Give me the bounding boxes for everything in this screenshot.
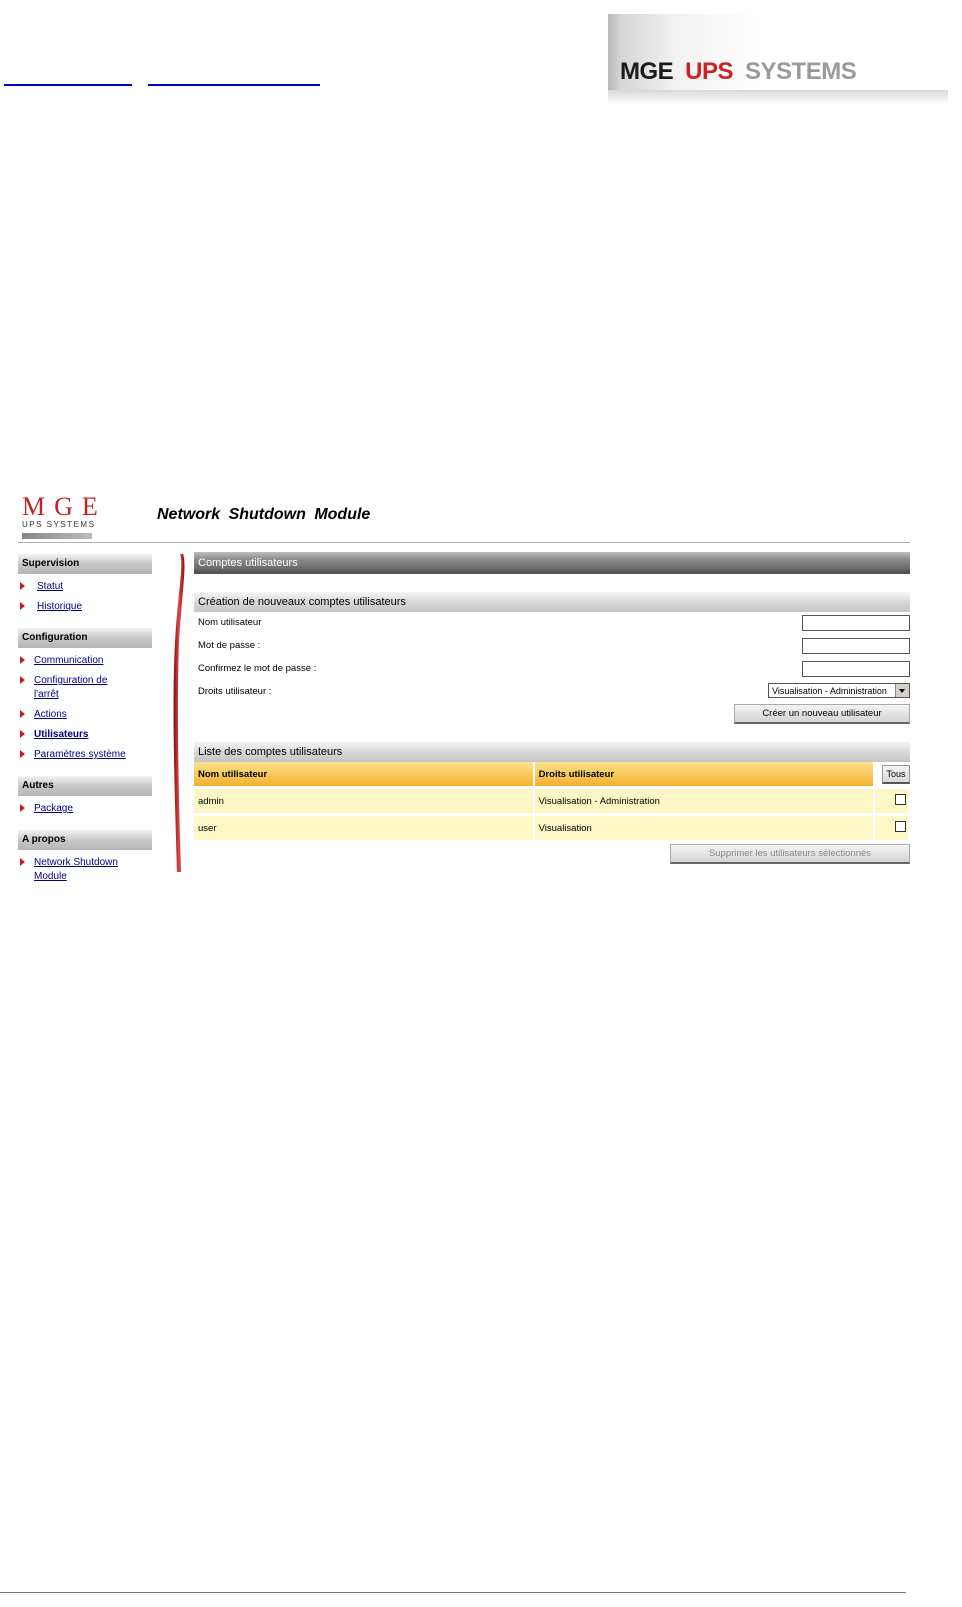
sidebar-item-package[interactable] (18, 802, 152, 816)
logo-word-ups: UPS (685, 58, 734, 85)
bullet-icon (20, 730, 25, 738)
app-logo (22, 492, 107, 539)
cell-select (875, 813, 910, 840)
create-section-heading: Création de nouveaux comptes utilisateurs (194, 592, 910, 612)
sidebar (18, 554, 152, 888)
bullet-icon (20, 858, 25, 866)
rights-row (194, 681, 910, 704)
doc-link-2[interactable] (148, 66, 320, 86)
sidebar-item-historique[interactable] (18, 600, 152, 614)
column-header-rights: Droits utilisateur (535, 762, 876, 786)
logo-word-systems: SYSTEMS (745, 58, 857, 85)
mge-ups-systems-logo (608, 14, 948, 94)
confirm-password-input[interactable] (802, 661, 910, 677)
logo-word-mge: MGE (620, 58, 674, 85)
cell-username: admin (194, 786, 535, 813)
sidebar-item-parametres-systeme[interactable] (18, 748, 152, 762)
cell-select (875, 786, 910, 813)
app-title: Network Shutdown Module (157, 506, 371, 523)
sidebar-item-actions[interactable] (18, 708, 152, 722)
sidebar-heading-a-propos: A propos (18, 830, 152, 850)
list-section-heading: Liste des comptes utilisateurs (194, 742, 910, 762)
app-screenshot (14, 492, 914, 882)
users-table (194, 762, 910, 840)
sidebar-link-statut[interactable]: Statut (37, 581, 64, 592)
page-title: Comptes utilisateurs (194, 552, 910, 574)
table-row (194, 786, 910, 813)
sidebar-link-package[interactable]: Package (34, 803, 73, 814)
sidebar-link-network-shutdown-module[interactable]: Network Shutdown Module (34, 857, 118, 882)
delete-selected-users-button[interactable]: Supprimer les utilisateurs sélectionnés (670, 844, 910, 864)
username-row (194, 612, 910, 635)
sidebar-item-statut[interactable] (18, 580, 152, 594)
cell-rights: Visualisation - Administration (535, 786, 876, 813)
sidebar-link-historique[interactable]: Historique (37, 601, 83, 612)
password-label: Mot de passe : (198, 640, 261, 651)
doc-link-1[interactable] (4, 66, 132, 86)
bullet-icon (20, 602, 25, 610)
cell-username: user (194, 813, 535, 840)
cell-rights: Visualisation (535, 813, 876, 840)
sidebar-item-utilisateurs[interactable] (18, 728, 152, 742)
sidebar-heading-configuration: Configuration (18, 628, 152, 648)
bullet-icon (20, 676, 25, 684)
create-user-button[interactable]: Créer un nouveau utilisateur (734, 704, 910, 724)
bullet-icon (20, 582, 25, 590)
app-logo-text: MGE (22, 492, 107, 521)
password-input[interactable] (802, 638, 910, 654)
confirm-password-row (194, 658, 910, 681)
select-all-cell (875, 762, 910, 786)
sidebar-link-utilisateurs[interactable]: Utilisateurs (34, 729, 89, 740)
sidebar-heading-autres: Autres (18, 776, 152, 796)
username-label: Nom utilisateur (198, 617, 262, 628)
confirm-password-label: Confirmez le mot de passe : (198, 663, 317, 674)
sidebar-link-actions[interactable]: Actions (34, 709, 67, 720)
sidebar-link-communication[interactable]: Communication (34, 655, 104, 666)
username-input[interactable] (802, 615, 910, 631)
rights-select[interactable] (768, 683, 910, 698)
main-content (194, 552, 910, 864)
sidebar-item-communication[interactable] (18, 654, 152, 668)
sidebar-heading-supervision: Supervision (18, 554, 152, 574)
sidebar-link-configuration-arret[interactable]: Configuration de l'arrêt (34, 675, 108, 700)
header-divider (18, 542, 910, 543)
sidebar-item-network-shutdown-module[interactable] (18, 856, 134, 884)
sidebar-item-configuration-arret[interactable] (18, 674, 124, 702)
decorative-swoosh (168, 552, 188, 874)
app-logo-sub: UPS SYSTEMS (22, 520, 96, 529)
row-checkbox[interactable] (895, 821, 906, 832)
app-logo-bar (22, 533, 92, 539)
password-row (194, 635, 910, 658)
page-bottom-rule (0, 1592, 906, 1593)
bullet-icon (20, 804, 25, 812)
bullet-icon (20, 656, 25, 664)
select-all-button[interactable]: Tous (882, 765, 910, 784)
chevron-down-icon[interactable] (895, 684, 909, 697)
column-header-username: Nom utilisateur (194, 762, 535, 786)
rights-select-value: Visualisation - Administration (772, 686, 887, 696)
bullet-icon (20, 710, 25, 718)
bullet-icon (20, 750, 25, 758)
rights-label: Droits utilisateur : (198, 686, 272, 697)
row-checkbox[interactable] (895, 794, 906, 805)
table-row (194, 813, 910, 840)
sidebar-link-parametres-systeme[interactable]: Paramètres système (34, 749, 126, 760)
